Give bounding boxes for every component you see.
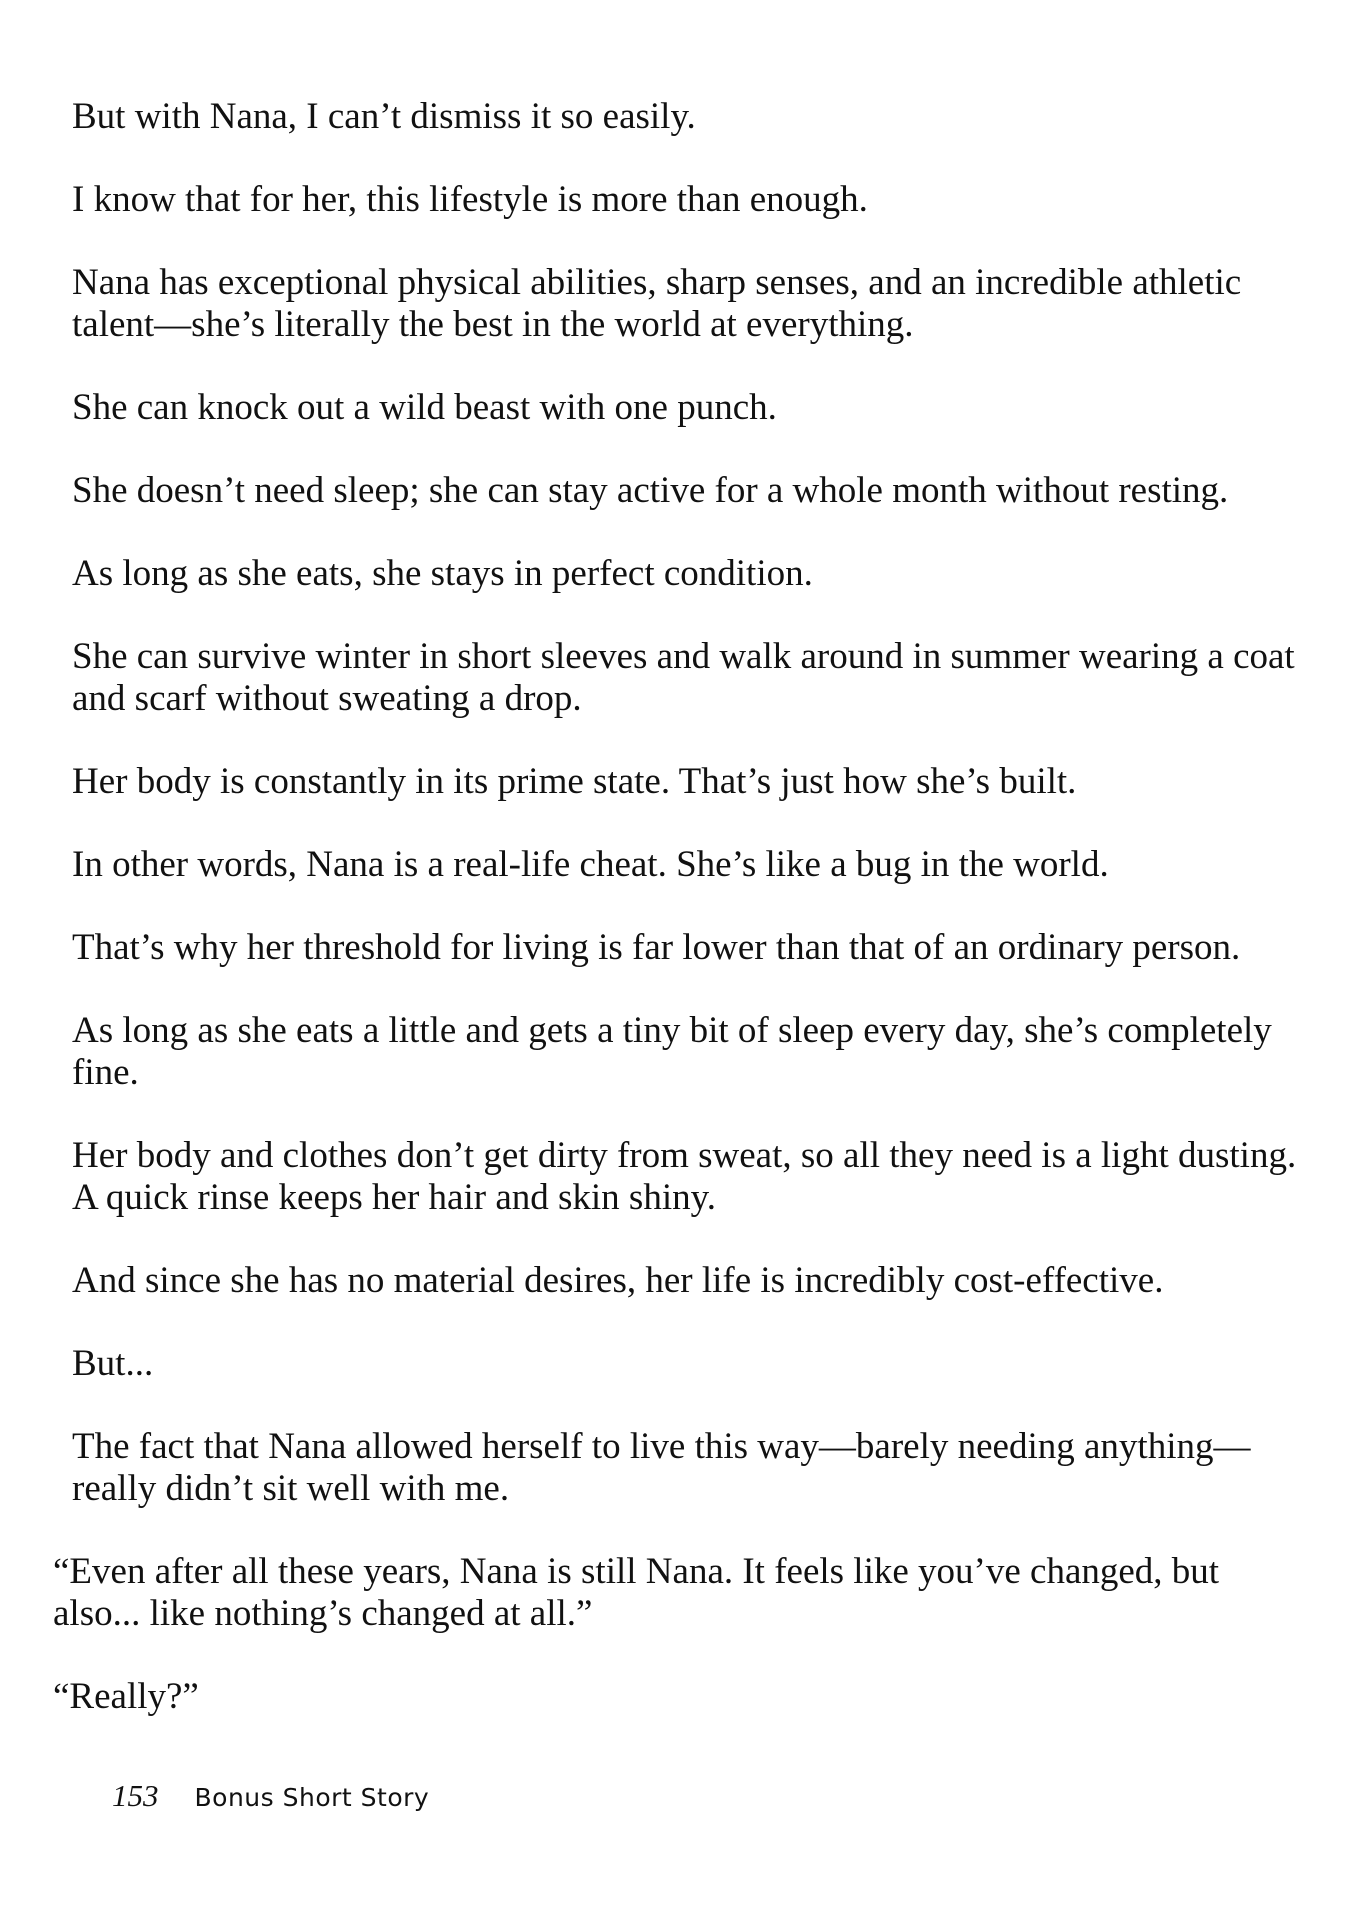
paragraph: As long as she eats a little and gets a tiny bit of sleep every day, she’s completely fine. [72,1010,1272,1093]
paragraph: In other words, Nana is a real-life cheat. She’s like a bug in the world. [72,844,1109,885]
paragraph: As long as she eats, she stays in perfect condition. [72,553,813,594]
paragraph: But... [72,1343,154,1384]
body-text [53,96,1312,1759]
paragraph: That’s why her threshold for living is far lower than that of an ordinary person. [72,927,1241,968]
paragraph: She can survive winter in short sleeves and walk around in summer wearing a coat and scarf without sweating a drop. [72,636,1295,719]
paragraph: She doesn’t need sleep; she can stay active for a whole month without resting. [72,470,1229,511]
dialogue-paragraph: “Really?” [53,1676,199,1717]
paragraph: I know that for her, this lifestyle is more than enough. [72,179,868,220]
paragraph: The fact that Nana allowed herself to live this way—barely needing anything—really didn’t sit well with me. [72,1426,1251,1509]
paragraph: Her body is constantly in its prime state. That’s just how she’s built. [72,761,1077,802]
paragraph: Nana has exceptional physical abilities, sharp senses, and an incredible athletic talent—she’s literally the best in the world at everything. [72,262,1242,345]
running-title: Bonus Short Story [194,1783,430,1812]
paragraph: She can knock out a wild beast with one punch. [72,387,777,428]
paragraph: And since she has no material desires, her life is incredibly cost-effective. [72,1260,1164,1301]
paragraph: Her body and clothes don’t get dirty from sweat, so all they need is a light dusting. A quick rinse keeps her hair and skin shiny. [72,1135,1297,1218]
dialogue-paragraph: “Even after all these years, Nana is still Nana. It feels like you’ve changed, but also... like nothing’s changed at all.” [53,1551,1220,1634]
page-footer [112,1778,429,1814]
page-number: 153 [112,1778,159,1813]
paragraph: But with Nana, I can’t dismiss it so easily. [72,96,696,137]
